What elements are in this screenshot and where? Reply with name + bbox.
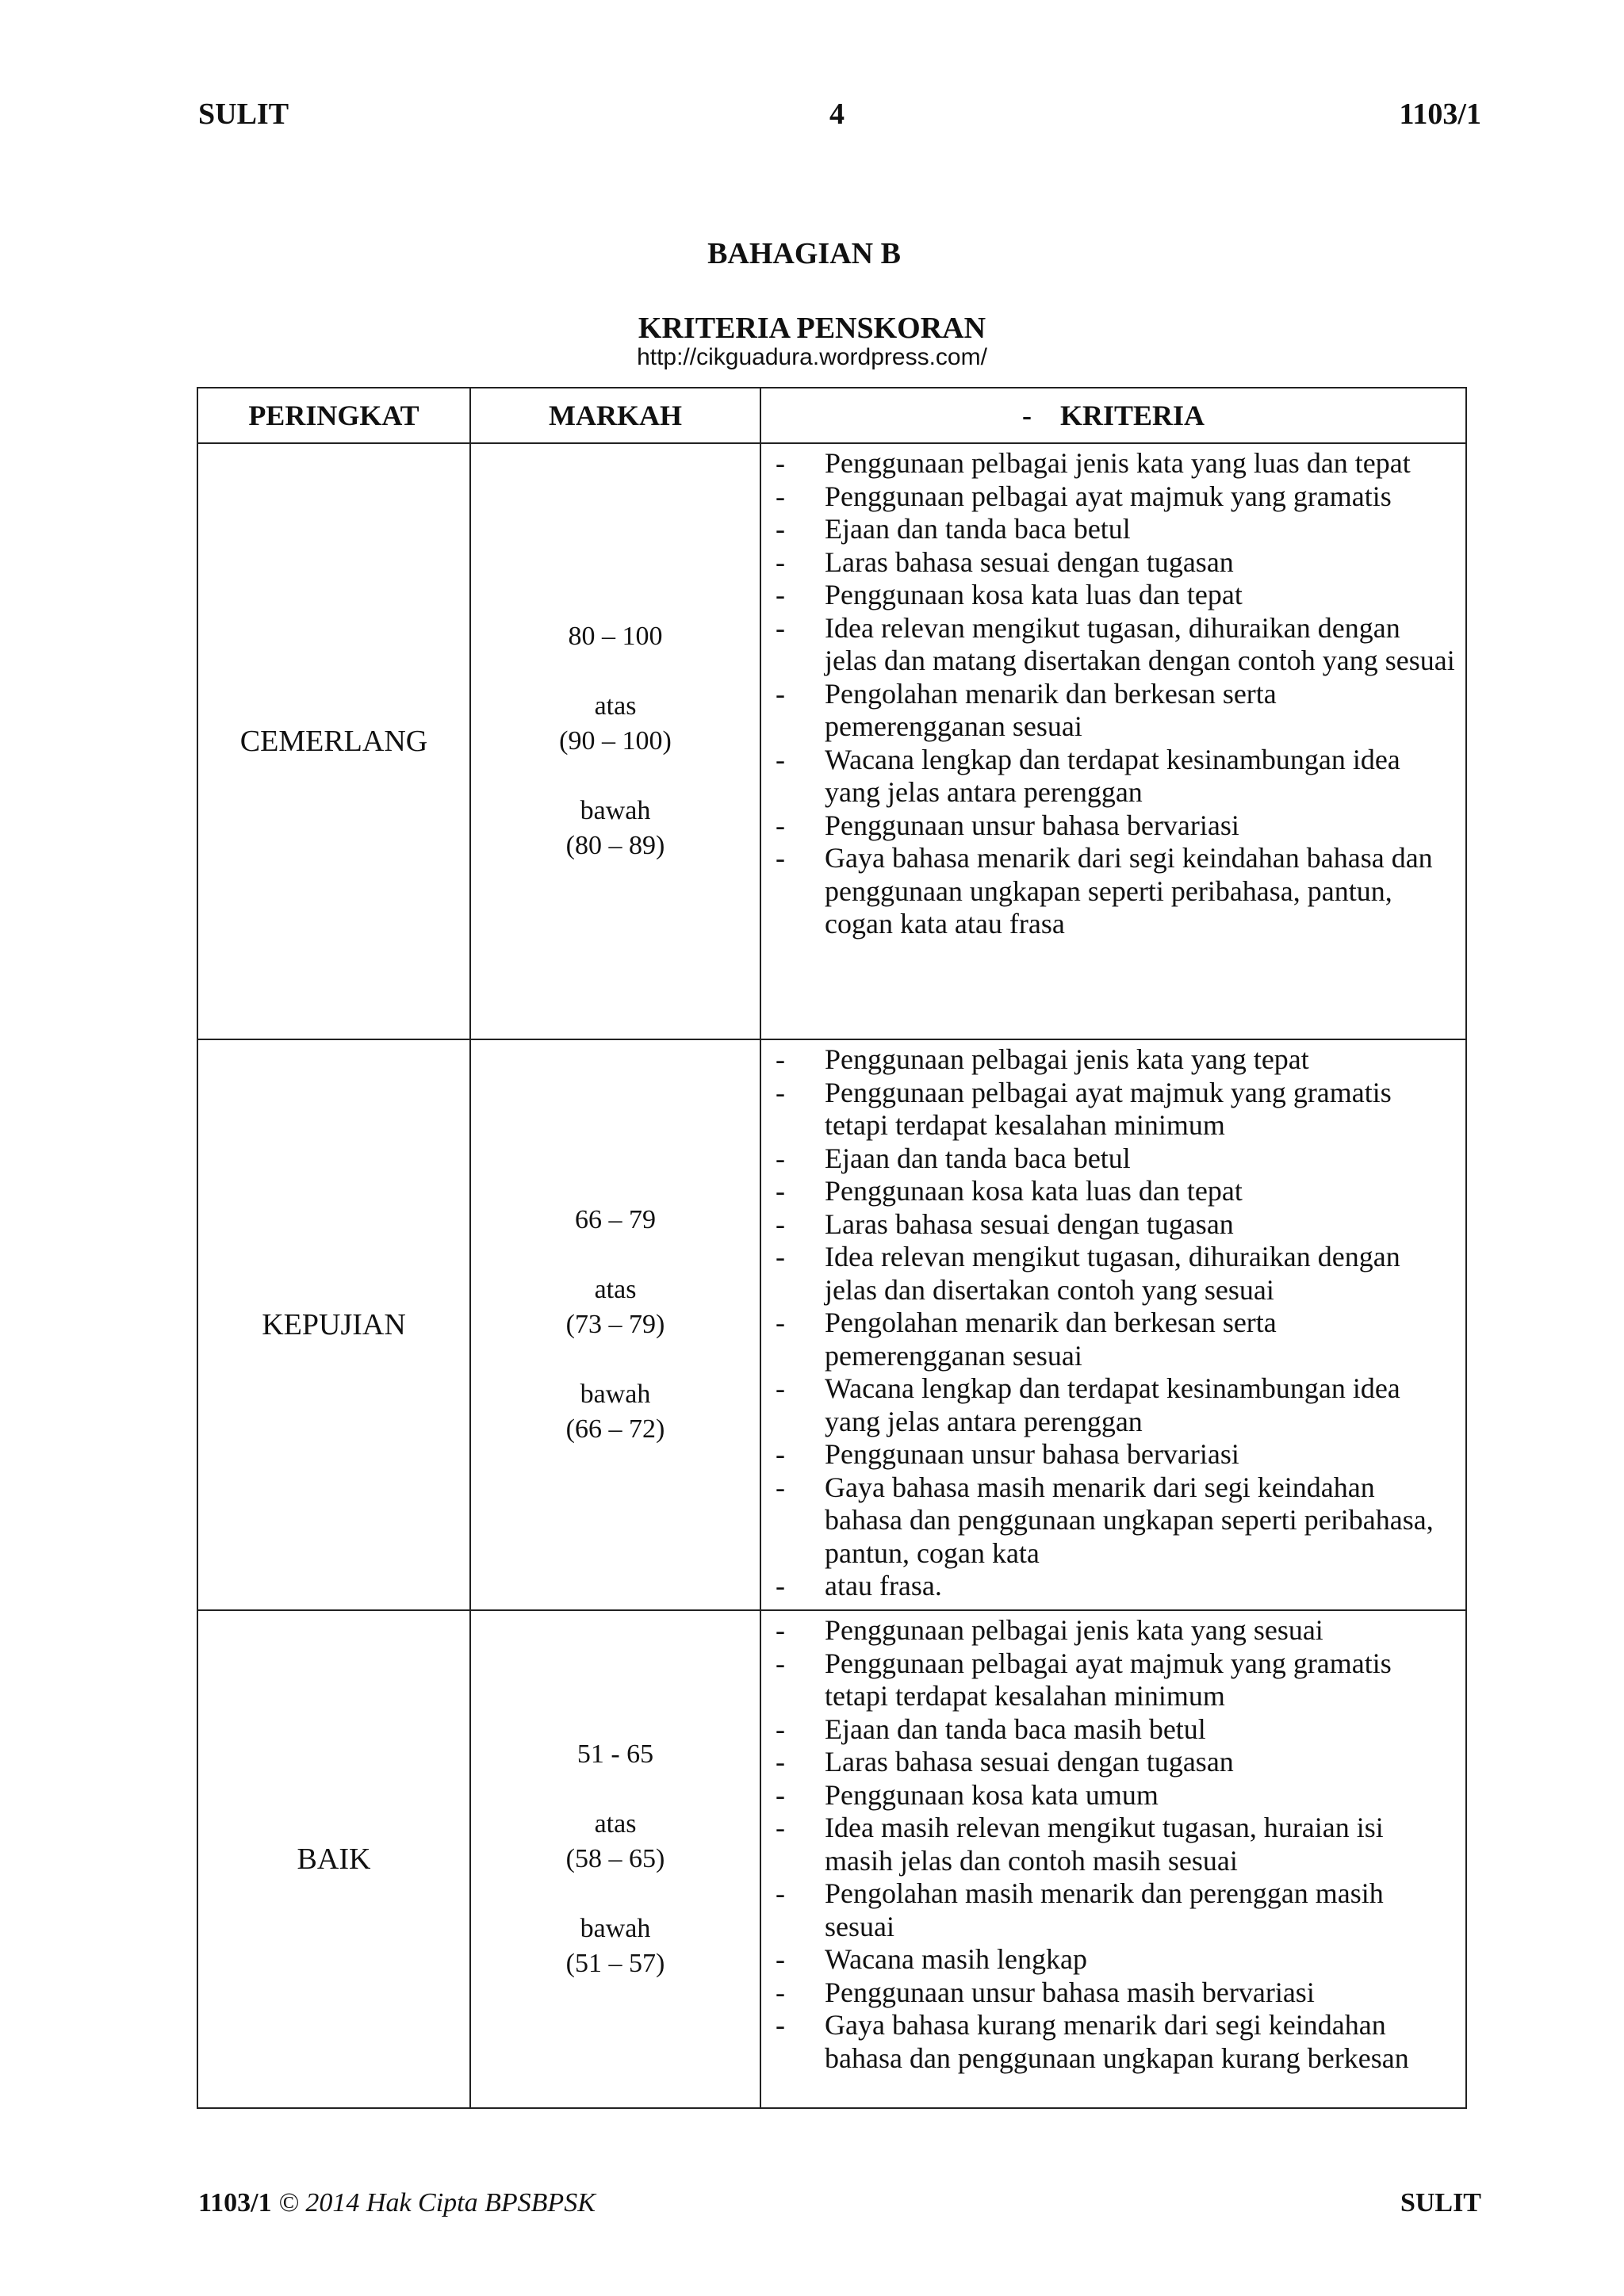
upper-label: atas — [594, 691, 637, 721]
list-item — [776, 546, 1457, 580]
bullet-dash: - — [776, 1372, 785, 1404]
criteria-list — [776, 447, 1457, 941]
list-item — [776, 2009, 1457, 2075]
upper-range: (90 – 100) — [559, 726, 672, 756]
header-peringkat: PERINGKAT — [197, 388, 470, 443]
footer-copyright-text: © 2014 Hak Cipta BPSBPSK — [278, 2188, 596, 2218]
criterion-text: Ejaan dan tanda baca masih betul — [825, 1712, 1206, 1745]
bullet-dash: - — [776, 809, 785, 841]
upper-range: (73 – 79) — [565, 1310, 665, 1339]
mark-spacer — [472, 1238, 759, 1272]
bullet-dash: - — [776, 677, 785, 710]
bullet-dash: - — [776, 1307, 785, 1338]
mark-cell — [470, 1610, 760, 2108]
bullet-dash: - — [776, 1746, 785, 1777]
section-title: BAHAGIAN B — [707, 237, 901, 270]
list-item — [776, 579, 1457, 612]
criterion-text: Penggunaan unsur bahasa masih bervariasi — [825, 1976, 1315, 2008]
list-item — [776, 513, 1457, 546]
list-item — [776, 1307, 1457, 1372]
mark-range: 80 – 100 — [568, 622, 663, 651]
mark-range: 66 – 79 — [575, 1205, 656, 1234]
criterion-text: Pengolahan masih menarik dan perenggan masih sesuai — [825, 1877, 1384, 1942]
criterion-text: Gaya bahasa menarik dari segi keindahan bahasa dan penggunaan ungkapan seperti peribahasa, pantun, cogan kata atau frasa — [825, 842, 1433, 939]
list-item — [776, 678, 1457, 744]
bullet-dash: - — [776, 1712, 785, 1745]
lower-label: bawah — [580, 1380, 651, 1409]
page-number: 4 — [829, 98, 845, 131]
bullet-dash: - — [776, 545, 785, 578]
bullet-dash: - — [776, 1812, 785, 1843]
list-item — [776, 1175, 1457, 1208]
criteria-list — [776, 1043, 1457, 1603]
criterion-text: Idea relevan mengikut tugasan, dihuraikan dengan jelas dan matang disertakan dengan contoh yang sesuai — [825, 611, 1455, 676]
header-kriteria: - KRITERIA — [760, 388, 1466, 443]
list-item — [776, 1077, 1457, 1142]
criterion-text: Penggunaan unsur bahasa bervariasi — [825, 1438, 1239, 1470]
criterion-text: Wacana masih lengkap — [825, 1943, 1087, 1975]
criterion-text: Laras bahasa sesuai dengan tugasan — [825, 1207, 1234, 1240]
grade-cell: BAIK — [197, 1610, 470, 2108]
list-item — [776, 744, 1457, 809]
table-header-row — [197, 388, 1466, 443]
list-item — [776, 1746, 1457, 1779]
paper-code: 1103/1 — [1399, 98, 1481, 131]
lower-label: bawah — [580, 1914, 651, 1943]
list-item — [776, 1812, 1457, 1877]
mark-spacer — [472, 1877, 759, 1911]
criterion-text: Idea masih relevan mengikut tugasan, huraian isi masih jelas dan contoh masih sesuai — [825, 1812, 1384, 1877]
bullet-dash: - — [776, 611, 785, 644]
list-item — [776, 842, 1457, 941]
footer-right-label: SULIT — [1400, 2188, 1481, 2218]
upper-label: atas — [594, 1809, 637, 1839]
table-title: KRITERIA PENSKORAN — [638, 312, 986, 345]
header-markah: MARKAH — [470, 388, 760, 443]
bullet-dash: - — [776, 1142, 785, 1174]
bullet-dash: - — [776, 1778, 785, 1811]
bullet-dash: - — [776, 579, 785, 610]
list-item — [776, 1614, 1457, 1647]
criterion-text: Penggunaan pelbagai jenis kata yang sesuai — [825, 1614, 1323, 1646]
lower-range: (80 – 89) — [565, 831, 665, 860]
list-item — [776, 809, 1457, 843]
mark-spacer — [472, 1342, 759, 1377]
mark-spacer — [472, 1772, 759, 1807]
criterion-text: Penggunaan pelbagai ayat majmuk yang gramatis tetapi terdapat kesalahan minimum — [825, 1647, 1392, 1712]
criterion-text: atau frasa. — [825, 1570, 942, 1601]
bullet-dash: - — [776, 1175, 785, 1207]
criterion-text: Wacana lengkap dan terdapat kesinambungan idea yang jelas antara perenggan — [825, 1372, 1400, 1437]
criteria-cell — [760, 1610, 1466, 2108]
footer-code: 1103/1 — [198, 2188, 272, 2218]
criterion-text: Ejaan dan tanda baca betul — [825, 1142, 1131, 1174]
criteria-cell — [760, 443, 1466, 1039]
criterion-text: Laras bahasa sesuai dengan tugasan — [825, 545, 1234, 578]
list-item — [776, 480, 1457, 514]
upper-label: atas — [594, 1275, 637, 1304]
criterion-text: Pengolahan menarik dan berkesan serta pemerengganan sesuai — [825, 677, 1277, 742]
list-item — [776, 1471, 1457, 1571]
lower-label: bawah — [580, 796, 651, 825]
bullet-dash: - — [776, 842, 785, 874]
criterion-text: Penggunaan unsur bahasa bervariasi — [825, 809, 1239, 841]
bullet-dash: - — [776, 1438, 785, 1470]
bullet-dash: - — [776, 2009, 785, 2041]
mark-cell — [470, 1039, 760, 1610]
criterion-text: Penggunaan kosa kata umum — [825, 1778, 1159, 1811]
bullet-dash: - — [776, 1043, 785, 1075]
criterion-text: Pengolahan menarik dan berkesan serta pemerengganan sesuai — [825, 1307, 1277, 1372]
criterion-text: Penggunaan kosa kata luas dan tepat — [825, 579, 1243, 610]
criteria-cell — [760, 1039, 1466, 1610]
bullet-dash: - — [776, 1943, 785, 1975]
list-item — [776, 1877, 1457, 1943]
criterion-text: Penggunaan kosa kata luas dan tepat — [825, 1175, 1243, 1207]
list-item — [776, 1976, 1457, 2010]
bullet-dash: - — [776, 1877, 785, 1909]
table-row — [197, 1039, 1466, 1610]
criterion-text: Ejaan dan tanda baca betul — [825, 513, 1131, 545]
criterion-text: Penggunaan pelbagai jenis kata yang tepat — [825, 1043, 1309, 1075]
bullet-dash: - — [776, 743, 785, 775]
mark-spacer — [472, 654, 759, 689]
mark-range: 51 - 65 — [576, 1739, 654, 1769]
bullet-dash: - — [776, 1647, 785, 1679]
bullet-dash: - — [776, 1614, 785, 1646]
header-left-label: SULIT — [198, 98, 289, 131]
lower-range: (51 – 57) — [565, 1949, 665, 1978]
criterion-text: Idea relevan mengikut tugasan, dihuraikan dengan jelas dan disertakan contoh yang sesuai — [825, 1241, 1400, 1306]
criterion-text: Gaya bahasa masih menarik dari segi keindahan bahasa dan penggunaan ungkapan seperti peribahasa, pantun, cogan kata — [825, 1471, 1434, 1569]
footer-copyright — [198, 2188, 596, 2218]
bullet-dash: - — [776, 1976, 785, 2008]
criteria-list — [776, 1614, 1457, 2075]
bullet-dash: - — [776, 1076, 785, 1108]
bullet-dash: - — [776, 1241, 785, 1272]
bullet-dash: - — [776, 1207, 785, 1240]
list-item — [776, 1142, 1457, 1176]
list-item — [776, 1943, 1457, 1976]
list-item — [776, 1043, 1457, 1077]
bullet-dash: - — [776, 480, 785, 512]
list-item — [776, 1438, 1457, 1471]
list-item — [776, 447, 1457, 480]
table-row — [197, 1610, 1466, 2108]
criterion-text: Laras bahasa sesuai dengan tugasan — [825, 1746, 1234, 1777]
mark-spacer — [472, 759, 759, 794]
bullet-dash: - — [776, 447, 785, 479]
criterion-text: Wacana lengkap dan terdapat kesinambungan idea yang jelas antara perenggan — [825, 743, 1400, 808]
criterion-text: Gaya bahasa kurang menarik dari segi keindahan bahasa dan penggunaan ungkapan kurang berkesan — [825, 2009, 1409, 2074]
source-url: http://cikguadura.wordpress.com/ — [637, 344, 987, 370]
mark-cell — [470, 443, 760, 1039]
criterion-text: Penggunaan pelbagai ayat majmuk yang gramatis — [825, 480, 1392, 512]
list-item — [776, 1372, 1457, 1438]
upper-range: (58 – 65) — [565, 1844, 665, 1873]
table-row — [197, 443, 1466, 1039]
list-item — [776, 1647, 1457, 1713]
criteria-table — [197, 387, 1467, 2109]
grade-cell: KEPUJIAN — [197, 1039, 470, 1610]
list-item — [776, 1241, 1457, 1307]
bullet-dash: - — [776, 513, 785, 545]
list-item — [776, 1713, 1457, 1747]
grade-cell: CEMERLANG — [197, 443, 470, 1039]
criterion-text: Penggunaan pelbagai jenis kata yang luas dan tepat — [825, 447, 1411, 479]
criterion-text: Penggunaan pelbagai ayat majmuk yang gramatis tetapi terdapat kesalahan minimum — [825, 1076, 1392, 1141]
bullet-dash: - — [776, 1570, 785, 1601]
lower-range: (66 – 72) — [565, 1414, 665, 1444]
bullet-dash: - — [776, 1471, 785, 1503]
list-item — [776, 1208, 1457, 1242]
list-item — [776, 612, 1457, 678]
list-item — [776, 1570, 1457, 1603]
list-item — [776, 1779, 1457, 1812]
